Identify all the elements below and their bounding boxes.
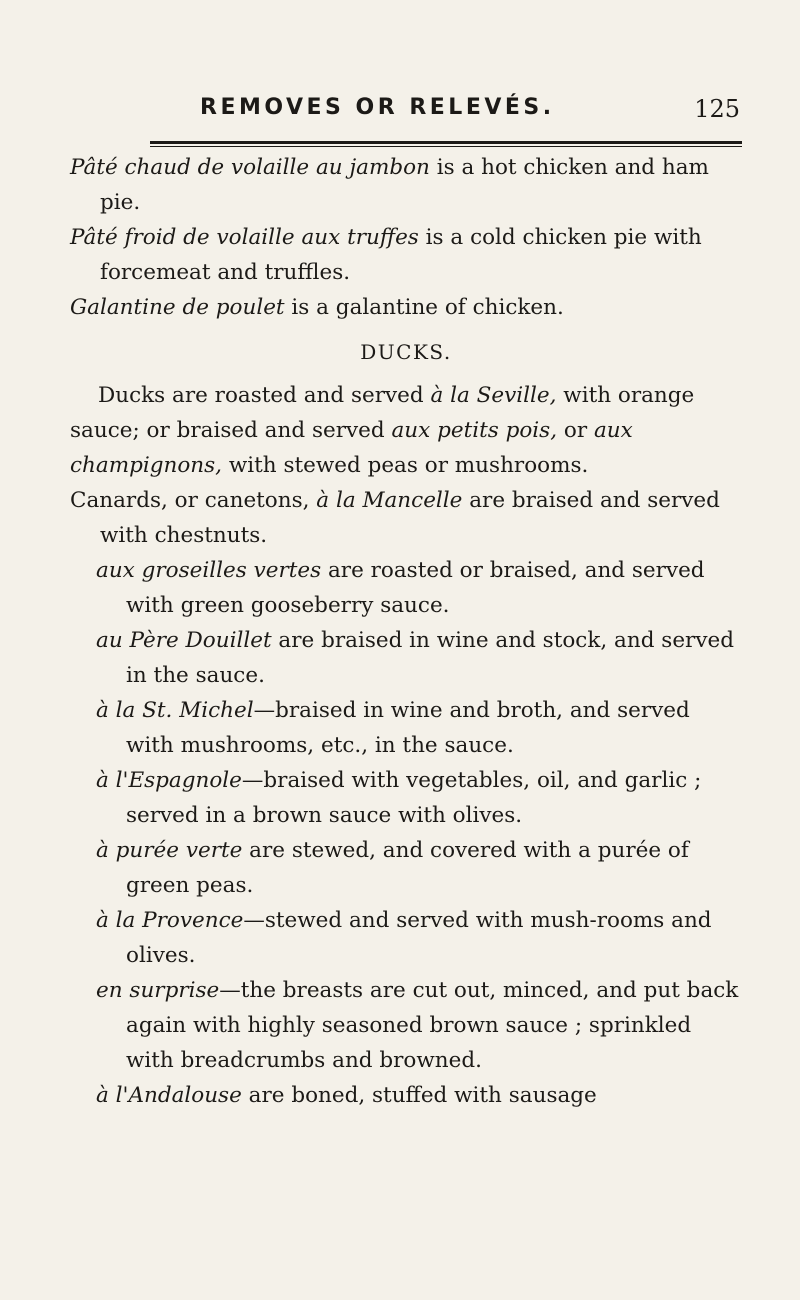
dish-description: —stewed and served with mush-rooms and olives. xyxy=(126,908,712,968)
text-run: are braised and served with chestnuts. xyxy=(100,488,720,548)
dish-name: Pâté froid de volaille aux truffes xyxy=(70,225,419,250)
dish-name: à l'Andalouse xyxy=(96,1083,242,1108)
dish-name: en surprise xyxy=(96,978,220,1003)
dish-description: are stewed, and covered with a purée of green peas. xyxy=(126,838,689,898)
entry-variety xyxy=(70,553,742,623)
entry-variety xyxy=(70,763,742,833)
dish-description: is a cold chicken pie with forcemeat and truffles. xyxy=(100,225,702,285)
entry-galantine xyxy=(70,290,742,325)
dish-name: à l'Espagnole xyxy=(96,768,242,793)
dish-description: —braised in wine and broth, and served with mushrooms, etc., in the sauce. xyxy=(126,698,690,758)
dish-description: is a galantine of chicken. xyxy=(284,295,564,320)
entry-variety xyxy=(70,623,742,693)
dish-name: au Père Douillet xyxy=(96,628,272,653)
entry-canards xyxy=(70,483,742,553)
running-title: REMOVES OR RELEVÉS. xyxy=(200,95,555,120)
dish-description: —the breasts are cut out, minced, and put back again with highly seasoned brown sauce ; sprinkled with breadcrumbs and browned. xyxy=(126,978,739,1073)
dish-description: are roasted or braised, and served with green gooseberry sauce. xyxy=(126,558,705,618)
header-rule-thin xyxy=(150,146,742,147)
dish-name: Galantine de poulet xyxy=(70,295,285,320)
section-heading: DUCKS. xyxy=(360,340,452,364)
page-number: 125 xyxy=(694,95,740,123)
entry-variety xyxy=(70,903,742,973)
dish-name: à la Seville, xyxy=(430,383,557,408)
dish-description: is a hot chicken and ham pie. xyxy=(100,155,709,215)
entry-variety xyxy=(70,693,742,763)
dish-name: aux champignons, xyxy=(70,418,633,478)
dish-description: —braised with vegetables, oil, and garlic ; served in a brown sauce with olives. xyxy=(126,768,702,828)
entry-pate-chaud xyxy=(70,150,742,220)
text-run: Ducks are roasted and served xyxy=(98,383,431,408)
dish-description: are boned, stuffed with sausage xyxy=(241,1083,597,1108)
dish-name: à la Provence xyxy=(96,908,244,933)
header-rule xyxy=(150,141,742,144)
entry-variety xyxy=(70,833,742,903)
entry-variety xyxy=(70,1078,742,1113)
text-run: with stewed peas or mushrooms. xyxy=(222,453,589,478)
page-header xyxy=(200,95,740,135)
dish-name: à la St. Michel xyxy=(96,698,254,723)
dish-name: Pâté chaud de volaille au jambon xyxy=(70,155,430,180)
dish-name: à purée verte xyxy=(96,838,243,863)
text-run: or xyxy=(557,418,594,443)
text-run: with orange sauce; or braised and served xyxy=(70,383,695,443)
dish-description: are braised in wine and stock, and served in the sauce. xyxy=(126,628,734,688)
dish-name: à la Mancelle xyxy=(316,488,463,513)
dish-name: aux groseilles vertes xyxy=(96,558,322,583)
ducks-intro-paragraph xyxy=(70,378,742,483)
page-body xyxy=(70,150,742,1113)
dish-name: aux petits pois, xyxy=(391,418,558,443)
entry-variety xyxy=(70,973,742,1078)
text-run: Canards, or canetons, xyxy=(70,488,317,513)
entry-pate-froid xyxy=(70,220,742,290)
